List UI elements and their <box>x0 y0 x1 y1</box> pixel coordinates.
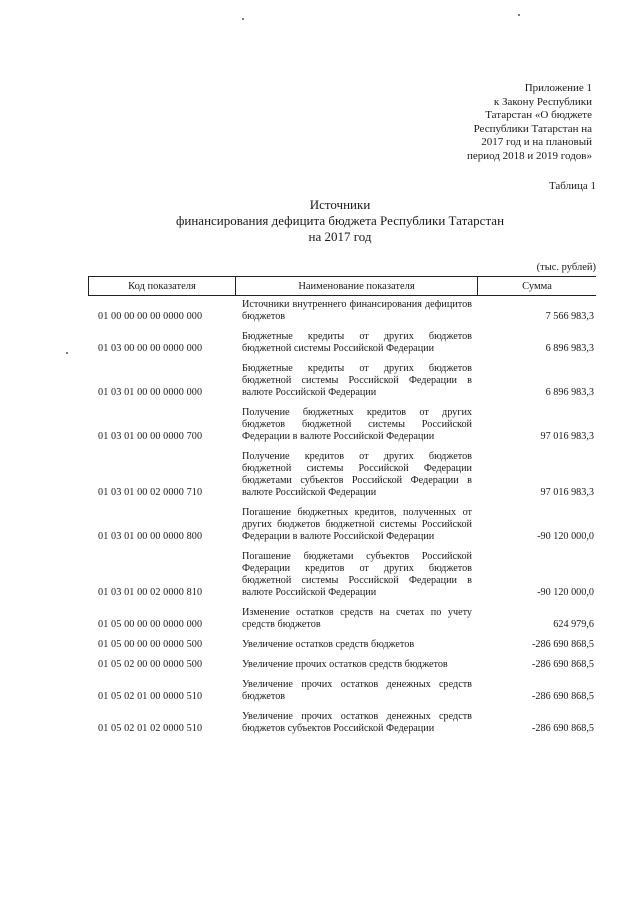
row-code: 01 03 01 00 00 0000 000 <box>98 387 203 398</box>
row-code: 01 05 00 00 00 0000 500 <box>98 639 203 650</box>
row-name: Бюджетные кредиты от других бюджетов бюджетной системы Российской Федерации <box>242 331 472 354</box>
row-sum: -90 120 000,0 <box>537 531 594 542</box>
title-line: финансирования дефицита бюджета Республики Татарстан <box>175 213 505 228</box>
row-code: 01 00 00 00 00 0000 000 <box>98 311 203 322</box>
document-title <box>100 197 580 245</box>
appendix-block <box>412 82 592 163</box>
table-row <box>88 676 596 704</box>
header-sum: Сумма <box>522 280 552 292</box>
table-label: Таблица 1 <box>548 180 596 192</box>
table-row <box>88 636 596 652</box>
row-code: 01 03 00 00 00 0000 000 <box>98 343 203 354</box>
row-sum: 97 016 983,3 <box>540 431 594 442</box>
row-name: Погашение бюджетами субъектов Российской Федерации кредитов от других бюджетов бюджетной системы Российской Федерации в валюте Российской Федерации <box>242 551 472 598</box>
table-row <box>88 296 596 324</box>
table-row <box>88 604 596 632</box>
financing-table <box>88 276 596 736</box>
row-code: 01 03 01 00 00 0000 700 <box>98 431 203 442</box>
row-name: Бюджетные кредиты от других бюджетов бюджетной системы Российской Федерации в валюте Российской Федерации <box>242 363 472 398</box>
row-sum: 97 016 983,3 <box>540 487 594 498</box>
row-code: 01 05 02 01 00 0000 510 <box>98 691 203 702</box>
table-row <box>88 448 596 500</box>
scan-speck <box>518 14 520 16</box>
appendix-line: Приложение 1 <box>524 82 592 94</box>
table-row <box>88 708 596 736</box>
row-name: Изменение остатков средств на счетах по учету средств бюджетов <box>242 607 472 630</box>
row-sum: -286 690 868,5 <box>532 691 594 702</box>
row-sum: 7 566 983,3 <box>545 311 594 322</box>
row-sum: 624 979,6 <box>553 619 594 630</box>
header-name: Наименование показателя <box>236 277 478 295</box>
table-row <box>88 360 596 400</box>
table-row <box>88 656 596 672</box>
appendix-line: Татарстан «О бюджете <box>485 109 592 121</box>
row-code: 01 03 01 00 02 0000 710 <box>98 487 203 498</box>
row-sum: -90 120 000,0 <box>537 587 594 598</box>
table-row <box>88 404 596 444</box>
row-code: 01 03 01 00 02 0000 810 <box>98 587 203 598</box>
row-name: Увеличение прочих остатков средств бюджетов <box>242 659 448 670</box>
row-sum: 6 896 983,3 <box>545 387 594 398</box>
appendix-line: 2017 год и на плановый <box>481 136 592 148</box>
row-sum: -286 690 868,5 <box>532 639 594 650</box>
table-row <box>88 328 596 356</box>
title-line: Источники <box>309 197 371 212</box>
title-line: на 2017 год <box>308 229 372 244</box>
row-code: 01 05 02 01 02 0000 510 <box>98 723 203 734</box>
table-row <box>88 548 596 600</box>
table-row <box>88 504 596 544</box>
row-name: Увеличение прочих остатков денежных средств бюджетов <box>242 679 472 702</box>
row-code: 01 05 02 00 00 0000 500 <box>98 659 203 670</box>
row-name: Источники внутреннего финансирования дефицитов бюджетов <box>242 299 472 322</box>
appendix-line: период 2018 и 2019 годов» <box>466 149 592 162</box>
header-code: Код показателя <box>88 277 236 295</box>
units-label: (тыс. рублей) <box>536 262 596 273</box>
row-code: 01 03 01 00 00 0000 800 <box>98 531 203 542</box>
row-sum: 6 896 983,3 <box>545 343 594 354</box>
table-body <box>88 296 596 736</box>
row-name: Увеличение остатков средств бюджетов <box>242 639 415 650</box>
row-name: Погашение бюджетных кредитов, полученных от других бюджетов бюджетной системы Российской Федерации в валюте Российской Федерации <box>242 507 472 542</box>
row-sum: -286 690 868,5 <box>532 723 594 734</box>
appendix-line: Республики Татарстан на <box>473 122 592 135</box>
scan-speck <box>242 18 244 20</box>
row-name: Увеличение прочих остатков денежных средств бюджетов субъектов Российской Федерации <box>242 711 472 734</box>
row-name: Получение бюджетных кредитов от других бюджетов бюджетной системы Российской Федерации в валюте Российской Федерации <box>242 407 472 442</box>
row-name: Получение кредитов от других бюджетов бюджетной системы Российской Федерации бюджетами субъектов Российской Федерации в валюте Российской Федерации <box>242 451 472 498</box>
appendix-line: к Закону Республики <box>493 95 592 108</box>
row-sum: -286 690 868,5 <box>532 659 594 670</box>
table-header <box>88 276 596 296</box>
row-code: 01 05 00 00 00 0000 000 <box>98 619 203 630</box>
scan-speck <box>66 352 68 354</box>
